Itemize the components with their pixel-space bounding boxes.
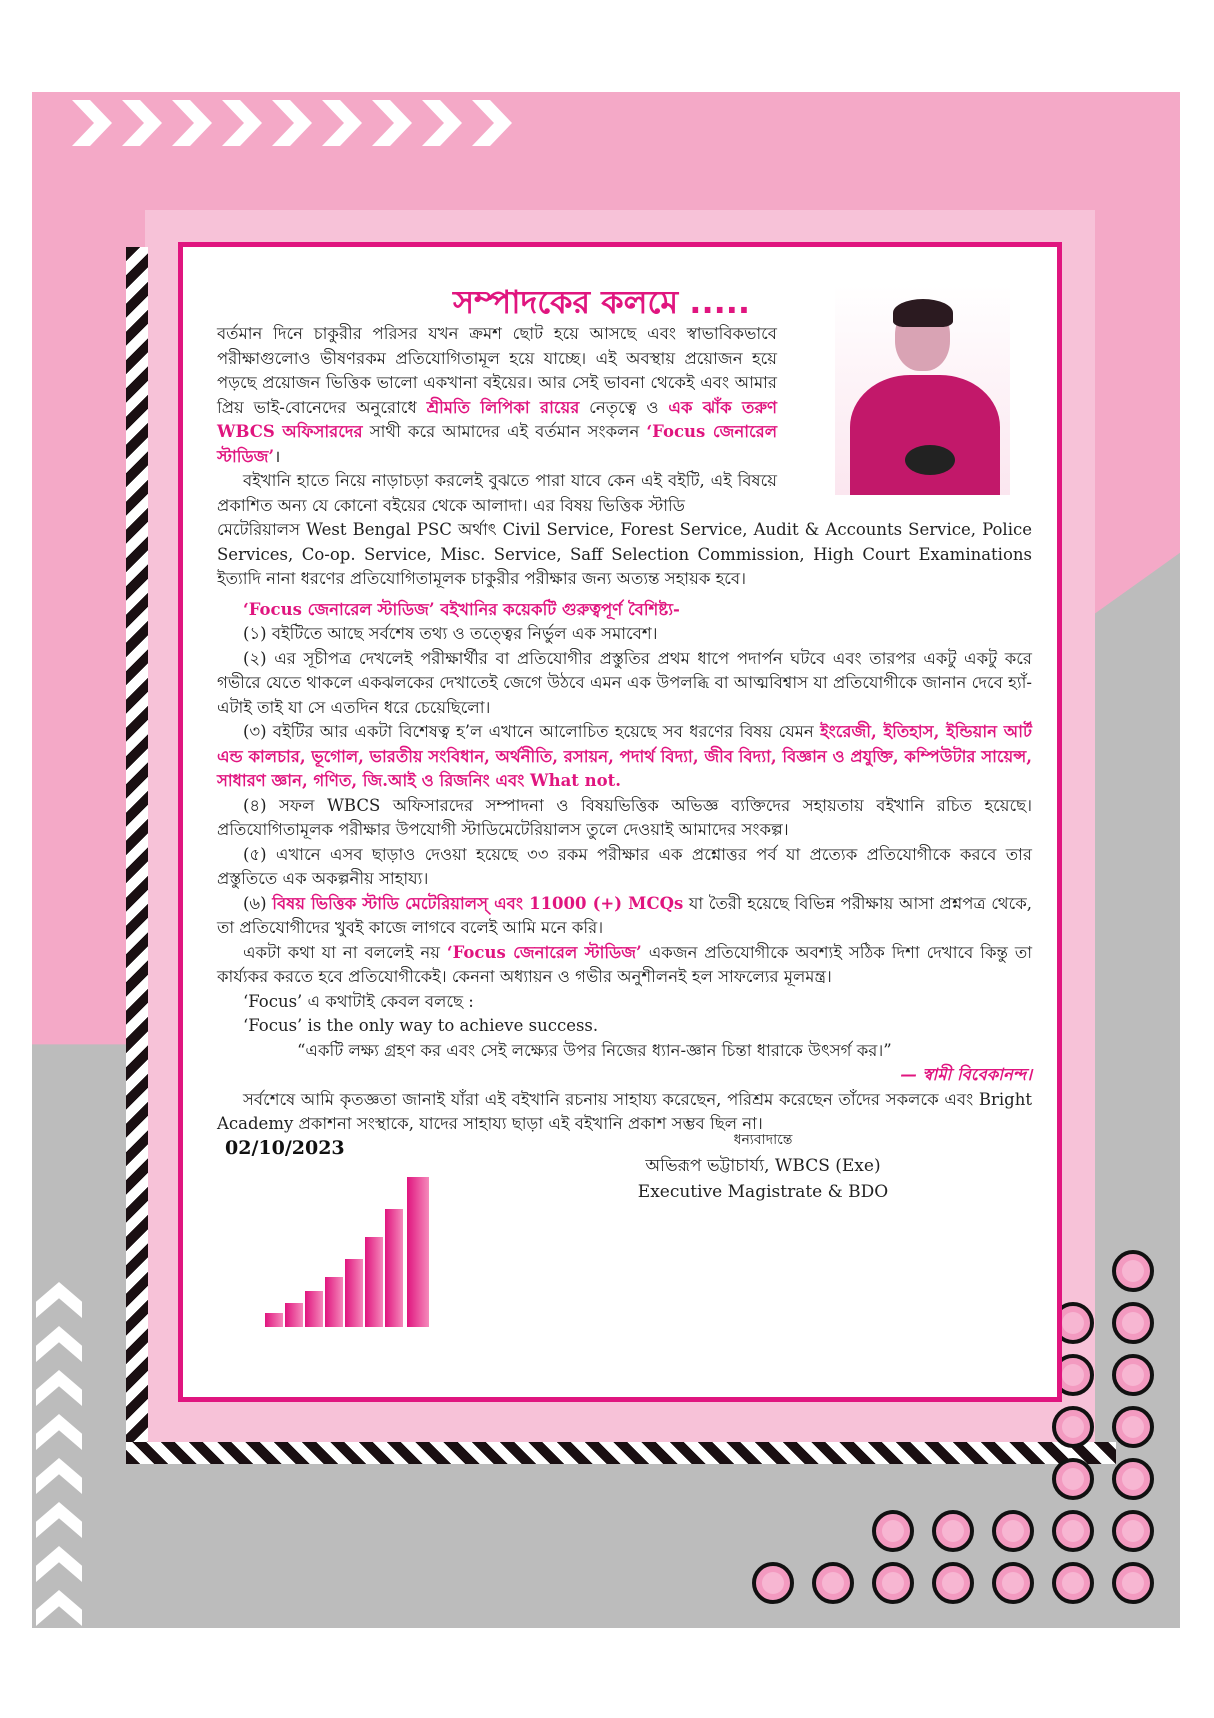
highlighted-text: ‘Focus জেনারেল স্টাডিজ’ xyxy=(446,942,642,962)
text-segment: ‘Focus’ is the only way to achieve success. xyxy=(243,1016,599,1035)
text-segment: (২) এর সূচীপত্র দেখলেই পরীক্ষার্থীর বা প্রতিযোগীর প্রস্তুতির প্রথম ধাপে পদার্পন ঘটবে এবং তারপর একটু একটু করে গভীরে যেতে থাকলে একঝলকের দেখাতেই জেগে উঠবে এমন এক উপলব্ধি বা আত্মবিশ্বাস যা প্রতিযোগীকে জানান দেবে হ্যাঁ- এটাই তাই যা সে এতদিন ধরে চেয়েছিলো। xyxy=(217,648,1032,717)
paragraph-2-start: বইখানি হাতে নিয়ে নাড়াচড়া করলেই বুঝতে পারা যাবে কেন এই বইটি, এই বিষয়ে প্রকাশিত অন্য যে কোনো বইয়ের থেকে আলাদা। এর বিষয় ভিত্তিক স্টাডি xyxy=(217,471,777,515)
intro-paragraph xyxy=(217,322,777,469)
signature-thanks: ধন্যবাদান্তে xyxy=(733,1132,793,1148)
paragraph xyxy=(217,622,1032,647)
chevron-arrows-icon xyxy=(72,100,512,146)
quote-author: — স্বামী বিবেকানন্দ। xyxy=(900,1065,1032,1084)
text-segment: একটা কথা যা না বললেই নয় xyxy=(243,942,447,962)
editorial-page xyxy=(178,242,1062,1402)
paragraph xyxy=(217,990,1032,1015)
text-segment: ‘Focus’ এ কথাটাই কেবল বলছে : xyxy=(243,991,474,1011)
features-heading: ‘Focus জেনারেল স্টাডিজ’ বইখানির কয়েকটি গুরুত্বপূর্ণ বৈশিষ্ট্য- xyxy=(243,599,680,619)
highlighted-text: এক ঝাঁক তরুণ WBCS অফিসারদের xyxy=(217,397,777,441)
date: 02/10/2023 xyxy=(225,1137,345,1159)
text-segment: একজন প্রতিযোগীকে অবশ্যই সঠিক দিশা দেখাবে কিন্তু তা কার্য্যকর করতে হবে প্রতিযোগীকেই। কেননা অধ্যায়ন ও গভীর অনুশীলনই হল সাফল্যের মূলমন্ত্র। xyxy=(217,942,1032,986)
closing-paragraph: সর্বশেষে আমি কৃতজ্ঞতা জানাই যাঁরা এই বইখানি রচনায় সাহায্য করেছেন, পরিশ্রম করেছেন তাঁদের সকলকে এবং Bright Academy প্রকাশনা সংস্থাকে, যাদের সাহায্য ছাড়া এই বইখানি প্রকাশ সম্ভব ছিল না। xyxy=(217,1089,1032,1133)
page-title: সম্পাদকের কলমে ..... xyxy=(453,283,751,321)
stairs-growth-illustration xyxy=(265,1167,435,1327)
highlighted-text: বিষয় ভিত্তিক স্টাডি মেটেরিয়ালস্ এবং 11000 (+) MCQs xyxy=(272,893,684,913)
text-segment: (৩) বইটির আর একটা বিশেষত্ব হ’ল এখানে আলোচিত হয়েছে সব ধরণের বিষয় যেমন xyxy=(243,722,821,741)
paragraph xyxy=(217,322,777,469)
paragraph-2-end: মেটেরিয়ালস West Bengal PSC অর্থাৎ Civil Service, Forest Service, Audit & Accounts Service, Police Services, Co-op. Service, Misc. Service, Saff Selection Commission, High Court Examinations ইত্যাদি নানা ধরণের প্রতিযোগিতামূলক চাকুরীর পরীক্ষার জন্য অত্যন্ত সহায়ক হবে। xyxy=(217,520,1032,588)
text-segment: (১) বইটিতে আছে সর্বশেষ তথ্য ও তত্ত্বের নির্ভুল এক সমাবেশ। xyxy=(243,624,658,643)
features-list xyxy=(217,622,1032,1039)
paragraph xyxy=(217,892,1032,941)
text-segment: (৫) এখানে এসব ছাড়াও দেওয়া হয়েছে ৩৩ রকম পরীক্ষার এক প্রশ্নোত্তর পর্ব যা প্রত্যেক প্রতিযোগীকে করবে তার প্রস্তুতিতে এক অকল্পনীয় সাহায্য। xyxy=(217,844,1032,888)
signature-name: অভিরূপ ভট্টাচার্য্য, WBCS (Exe) xyxy=(645,1156,881,1176)
paragraph xyxy=(217,1014,1032,1039)
text-segment: । xyxy=(274,446,281,466)
signature-designation: Executive Magistrate & BDO xyxy=(637,1182,889,1202)
highlighted-text: ‘Focus জেনারেল স্টাডিজ’ xyxy=(217,422,778,466)
striped-border-left xyxy=(126,247,148,1457)
signature-block xyxy=(613,1127,913,1205)
paragraph xyxy=(217,720,1032,794)
text-segment: সাথী করে আমাদের এই বর্তমান সংকলন xyxy=(362,422,647,441)
text-segment: বর্তমান দিনে চাকুরীর পরিসর যখন ক্রমশ ছোট হয়ে আসছে এবং স্বাভাবিকভাবে পরীক্ষাগুলোও ভীষণরকম প্রতিযোগিতামূল হয়ে যাচ্ছে। এই অবস্থায় প্রয়োজন হয়ে পড়ছে প্রয়োজন ভিত্তিক ভালো একখানা বইয়ের। আর সেই ভাবনা থেকেই এবং আমার প্রিয় ভাই-বোনেদের অনুরোধে xyxy=(217,324,777,417)
paragraph xyxy=(217,843,1032,892)
paragraph xyxy=(217,647,1032,721)
text-segment: যা তৈরী হয়েছে বিভিন্ন পরীক্ষায় আসা প্রশ্নপত্র থেকে, তা প্রতিযোগীদের খুবই কাজে লাগবে বলেই আমি মনে করি। xyxy=(217,893,1032,937)
text-segment: (৪) সফল WBCS অফিসারদের সম্পাদনা ও বিষয়ভিত্তিক অভিজ্ঞ ব্যক্তিদের সহায়তায় বইখানি রচিত হয়েছে। প্রতিযোগিতামূলক পরীক্ষার উপযোগী স্টাডিমেটেরিয়ালস তুলে দেওয়াই আমাদের সংকল্প। xyxy=(217,795,1032,839)
text-segment: নেতৃত্বে ও xyxy=(579,397,669,417)
paragraph xyxy=(217,941,1032,990)
highlighted-text: ইংরেজী, ইতিহাস, ইন্ডিয়ান আর্ট এন্ড কালচার, ভূগোল, ভারতীয় সংবিধান, অর্থনীতি, রসায়ন, পদার্থ বিদ্যা, জীব বিদ্যা, বিজ্ঞান ও প্রযুক্তি, কম্পিউটার সায়েন্স, সাধারণ জ্ঞান, গণিত, জি.আই ও রিজনিং এবং What not. xyxy=(217,722,1033,790)
paragraph xyxy=(217,794,1032,843)
editorial-body xyxy=(217,322,1032,1137)
vivekananda-quote: “একটি লক্ষ্য গ্রহণ কর এবং সেই লক্ষ্যের উপর নিজের ধ্যান-জ্ঞান চিন্তা ধারাকে উৎসর্গ কর।” xyxy=(297,1040,892,1060)
chevron-up-arrows-icon xyxy=(36,1282,82,1626)
text-segment: (৬) xyxy=(243,893,273,913)
highlighted-text: শ্রীমতি লিপিকা রায়ের xyxy=(426,397,580,417)
